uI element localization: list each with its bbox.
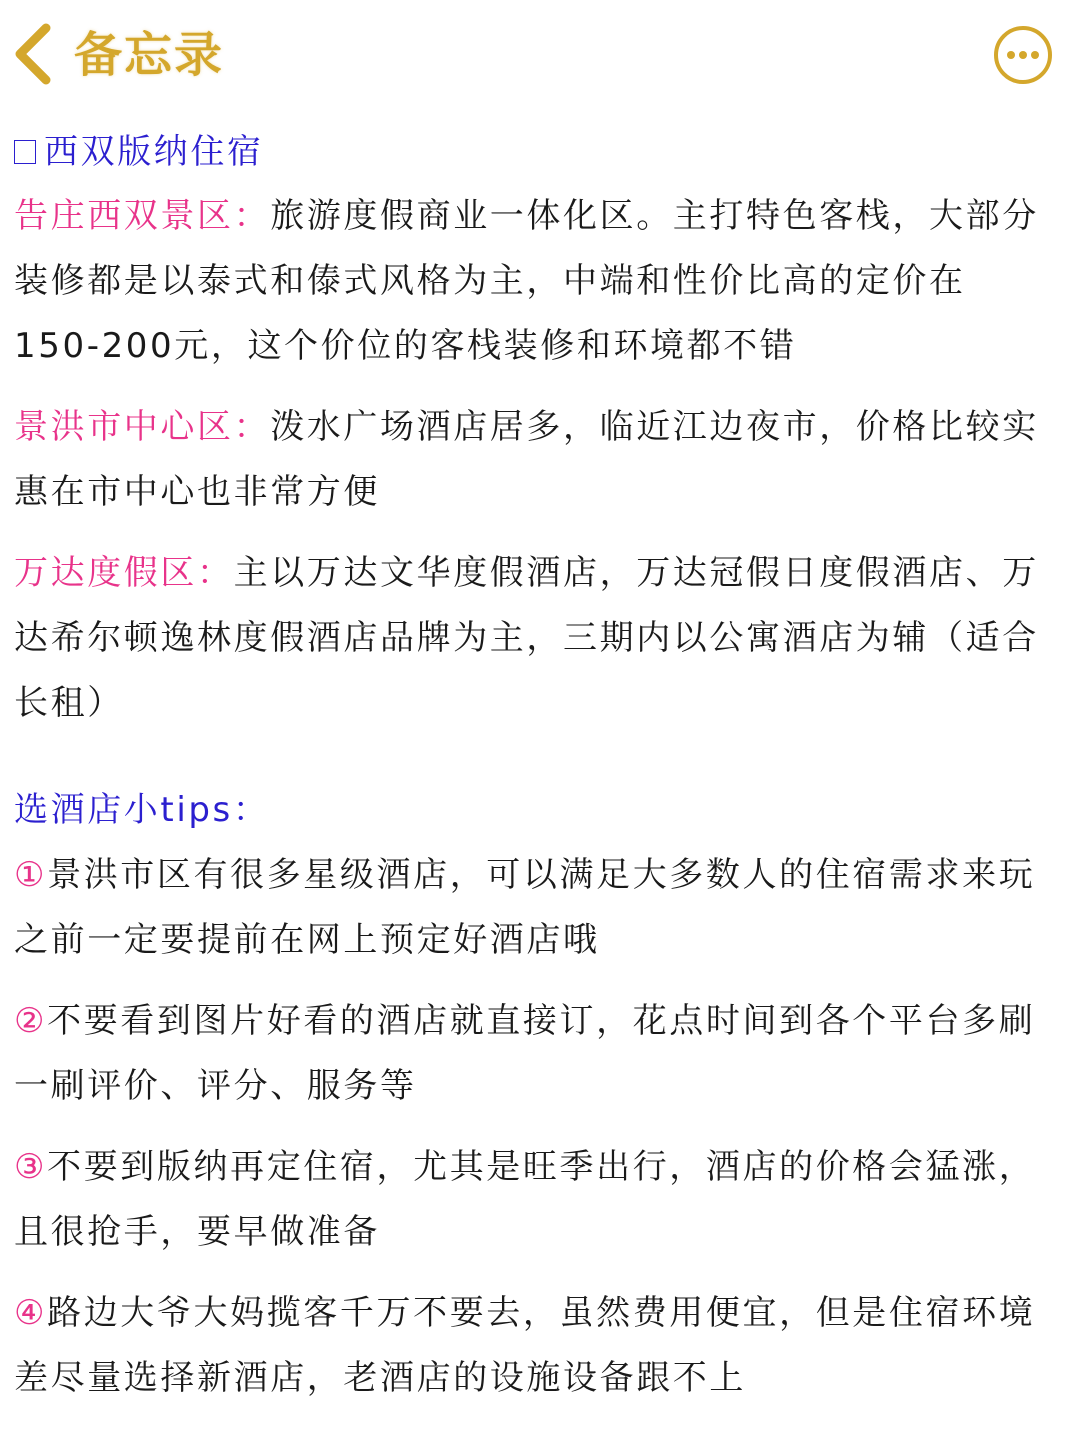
tip-line bbox=[14, 843, 1064, 908]
tip-line: 之前一定要提前在网上预定好酒店哦 bbox=[14, 920, 600, 960]
tip-number: ③ bbox=[14, 1147, 48, 1187]
area-text: 旅游度假商业一体化区。主打特色客栈，大部分 bbox=[270, 196, 1039, 236]
area-line bbox=[14, 541, 1064, 606]
tip-text: 景洪市区有很多星级酒店，可以满足大多数人的住宿需求来玩 bbox=[47, 855, 1036, 895]
area-line: 惠在市中心也非常方便 bbox=[14, 472, 380, 512]
tip-number: ① bbox=[14, 855, 48, 895]
tip-text: 路边大爷大妈揽客千万不要去，虽然费用便宜，但是住宿环境 bbox=[47, 1293, 1036, 1333]
tip-text: 不要看到图片好看的酒店就直接订，花点时间到各个平台多刷 bbox=[47, 1001, 1036, 1041]
tip-number: ④ bbox=[14, 1293, 48, 1333]
area-label: 景洪市中心区： bbox=[14, 407, 271, 447]
more-button[interactable] bbox=[992, 24, 1054, 86]
tip-line bbox=[14, 989, 1064, 1054]
area-label: 万达度假区： bbox=[14, 553, 234, 593]
note-content bbox=[14, 120, 1064, 1411]
area-line: 长租） bbox=[14, 683, 124, 723]
tip-line bbox=[14, 1281, 1064, 1346]
checkbox-icon[interactable] bbox=[14, 140, 36, 164]
page-title: 备忘录 bbox=[74, 27, 225, 83]
section-title-text: 西双版纳住宿 bbox=[44, 132, 264, 172]
area-line bbox=[14, 184, 1064, 249]
tip-line bbox=[14, 1135, 1064, 1200]
tip-text: 不要到版纳再定住宿，尤其是旺季出行，酒店的价格会猛涨， bbox=[47, 1147, 1036, 1187]
area-line: 150-200元，这个价位的客栈装修和环境都不错 bbox=[14, 326, 797, 366]
area-line: 达希尔顿逸林度假酒店品牌为主，三期内以公寓酒店为辅（适合 bbox=[14, 618, 1039, 658]
area-text: 泼水广场酒店居多，临近江边夜市，价格比较实 bbox=[270, 407, 1039, 447]
tip-line: 一刷评价、评分、服务等 bbox=[14, 1066, 417, 1106]
chevron-left-icon bbox=[10, 22, 54, 86]
area-line: 装修都是以泰式和傣式风格为主，中端和性价比高的定价在 bbox=[14, 261, 966, 301]
more-dots-icon bbox=[992, 24, 1054, 86]
section-heading bbox=[14, 120, 1064, 184]
area-line bbox=[14, 395, 1064, 460]
back-button[interactable] bbox=[10, 22, 54, 86]
tip-number: ② bbox=[14, 1001, 48, 1041]
tips-heading: 选酒店小tips： bbox=[14, 790, 270, 830]
tip-line: 且很抢手，要早做准备 bbox=[14, 1212, 380, 1252]
header-bar bbox=[0, 0, 1080, 110]
area-text: 主以万达文华度假酒店，万达冠假日度假酒店、万 bbox=[233, 553, 1039, 593]
area-label: 告庄西双景区： bbox=[14, 196, 271, 236]
tip-line: 差尽量选择新酒店，老酒店的设施设备跟不上 bbox=[14, 1358, 746, 1398]
